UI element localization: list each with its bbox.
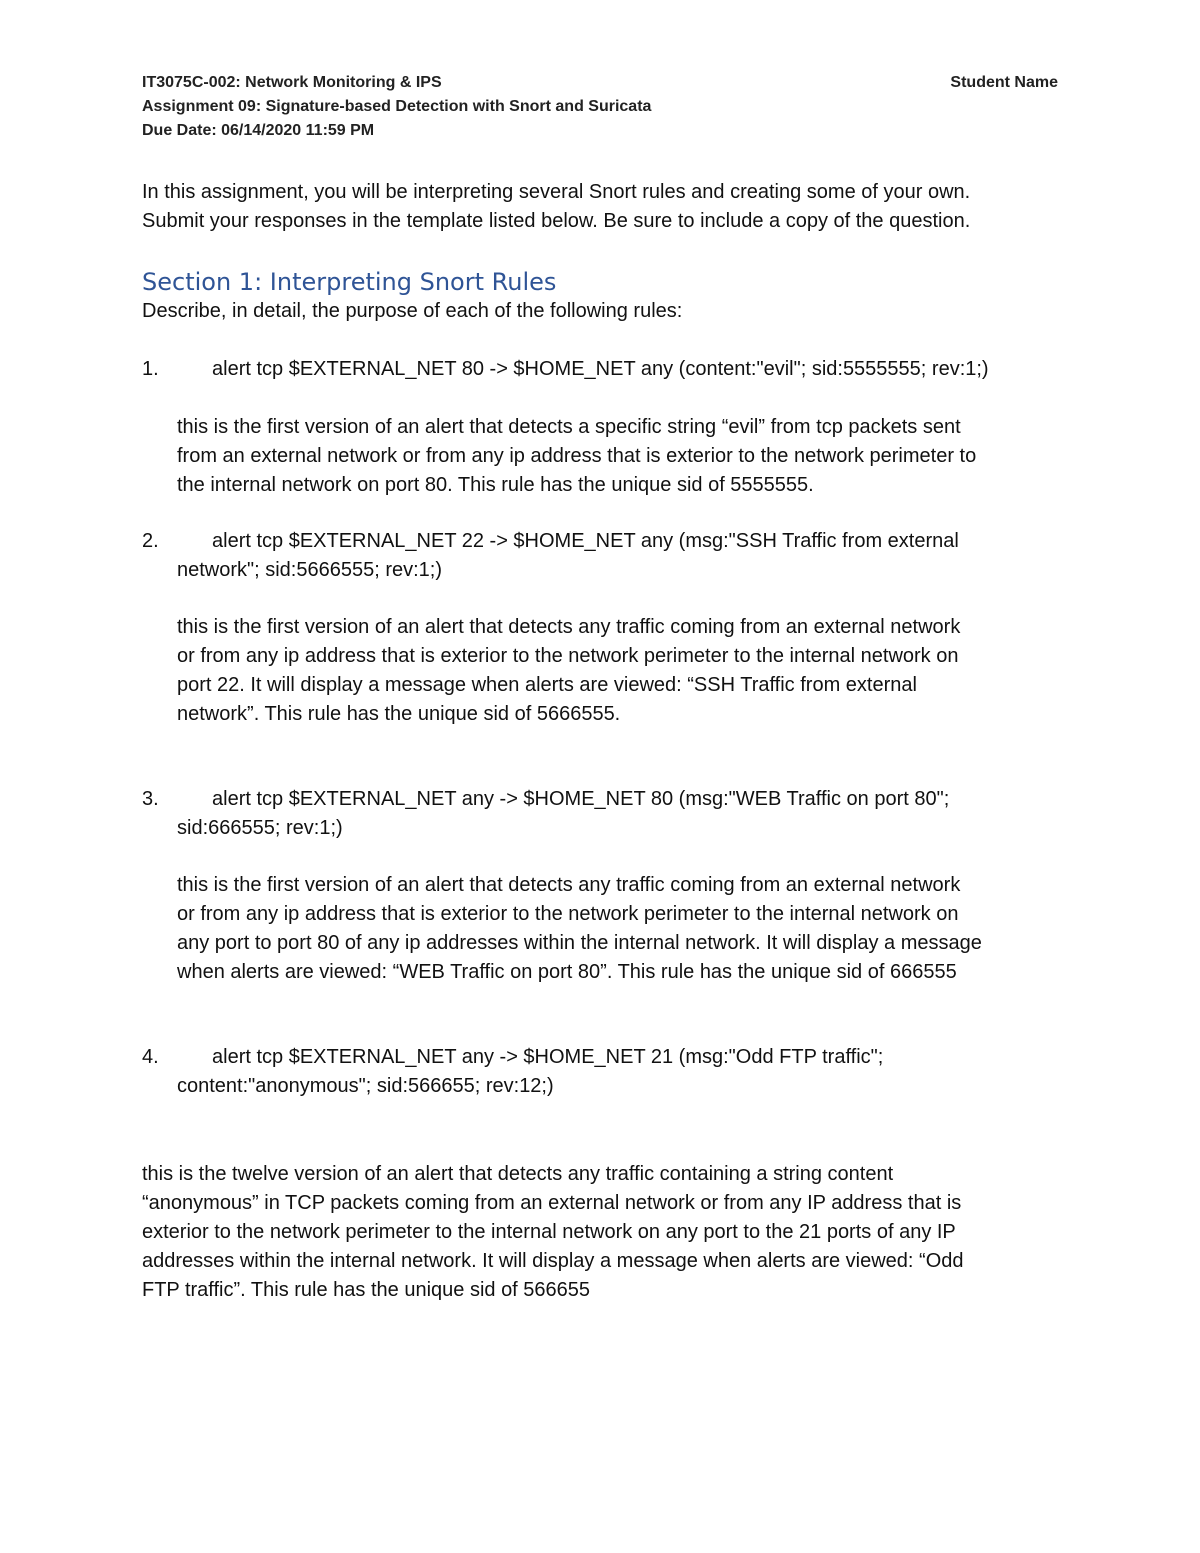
- answer-2: [177, 613, 1067, 729]
- answer-line: FTP traffic”. This rule has the unique sid of 566655: [142, 1279, 591, 1301]
- answer-line: network”. This rule has the unique sid of 5666555.: [177, 703, 621, 725]
- rule-text-line-1: alert tcp $EXTERNAL_NET any -> $HOME_NET 21 (msg:"Odd FTP traffic";: [212, 1046, 884, 1068]
- intro-line-2: Submit your responses in the template listed below. Be sure to include a copy of the question.: [142, 210, 971, 232]
- rule-number: 2.: [142, 530, 159, 552]
- answer-3: [177, 871, 1067, 987]
- rule-text-line-1: alert tcp $EXTERNAL_NET 22 -> $HOME_NET any (msg:"SSH Traffic from external: [212, 530, 959, 552]
- answer-4: [142, 1160, 1062, 1305]
- answer-1: [177, 413, 1067, 500]
- answer-line: “anonymous” in TCP packets coming from an external network or from any IP address that is: [142, 1192, 962, 1214]
- rule-2: [142, 527, 1062, 585]
- assignment-title: Assignment 09: Signature-based Detection with Snort and Suricata: [142, 98, 652, 115]
- rule-text-line-1: alert tcp $EXTERNAL_NET 80 -> $HOME_NET any (content:"evil"; sid:5555555; rev:1;): [212, 358, 989, 380]
- rule-text-line-2: sid:666555; rev:1;): [177, 817, 343, 839]
- rule-text-line-1: alert tcp $EXTERNAL_NET any -> $HOME_NET 80 (msg:"WEB Traffic on port 80";: [212, 788, 950, 810]
- rule-text-line-2: network"; sid:5666555; rev:1;): [177, 559, 443, 581]
- section-1-prompt: Describe, in detail, the purpose of each of the following rules:: [142, 300, 683, 322]
- answer-line: this is the first version of an alert that detects any traffic coming from an external network: [177, 874, 961, 896]
- rule-4: [142, 1043, 1062, 1101]
- student-name: Student Name: [950, 74, 1058, 91]
- answer-line: or from any ip address that is exterior to the network perimeter to the internal network on: [177, 645, 959, 667]
- course-title: IT3075C-002: Network Monitoring & IPS: [142, 74, 442, 91]
- answer-line: this is the first version of an alert that detects any traffic coming from an external network: [177, 616, 961, 638]
- rule-1: [142, 355, 1062, 384]
- answer-line: the internal network on port 80. This rule has the unique sid of 5555555.: [177, 474, 814, 496]
- answer-line: this is the twelve version of an alert that detects any traffic containing a string content: [142, 1163, 894, 1185]
- answer-line: port 22. It will display a message when alerts are viewed: “SSH Traffic from external: [177, 674, 917, 696]
- answer-line: when alerts are viewed: “WEB Traffic on port 80”. This rule has the unique sid of 666555: [177, 961, 957, 983]
- answer-line: addresses within the internal network. It will display a message when alerts are viewed: “Odd: [142, 1250, 964, 1272]
- rule-number: 1.: [142, 358, 159, 380]
- rule-number: 4.: [142, 1046, 159, 1068]
- intro-line-1: In this assignment, you will be interpreting several Snort rules and creating some of your own.: [142, 181, 971, 203]
- answer-line: or from any ip address that is exterior to the network perimeter to the internal network on: [177, 903, 959, 925]
- answer-line: exterior to the network perimeter to the internal network on any port to the 21 ports of any IP: [142, 1221, 956, 1243]
- section-1-heading: Section 1: Interpreting Snort Rules: [142, 268, 557, 296]
- due-date: Due Date: 06/14/2020 11:59 PM: [142, 122, 375, 139]
- answer-line: this is the first version of an alert that detects a specific string “evil” from tcp packets sent: [177, 416, 961, 438]
- answer-line: from an external network or from any ip address that is exterior to the network perimeter to: [177, 445, 977, 467]
- rule-number: 3.: [142, 788, 159, 810]
- rule-text-line-2: content:"anonymous"; sid:566655; rev:12;): [177, 1075, 554, 1097]
- answer-line: any port to port 80 of any ip addresses within the internal network. It will display a message: [177, 932, 982, 954]
- rule-3: [142, 785, 1062, 843]
